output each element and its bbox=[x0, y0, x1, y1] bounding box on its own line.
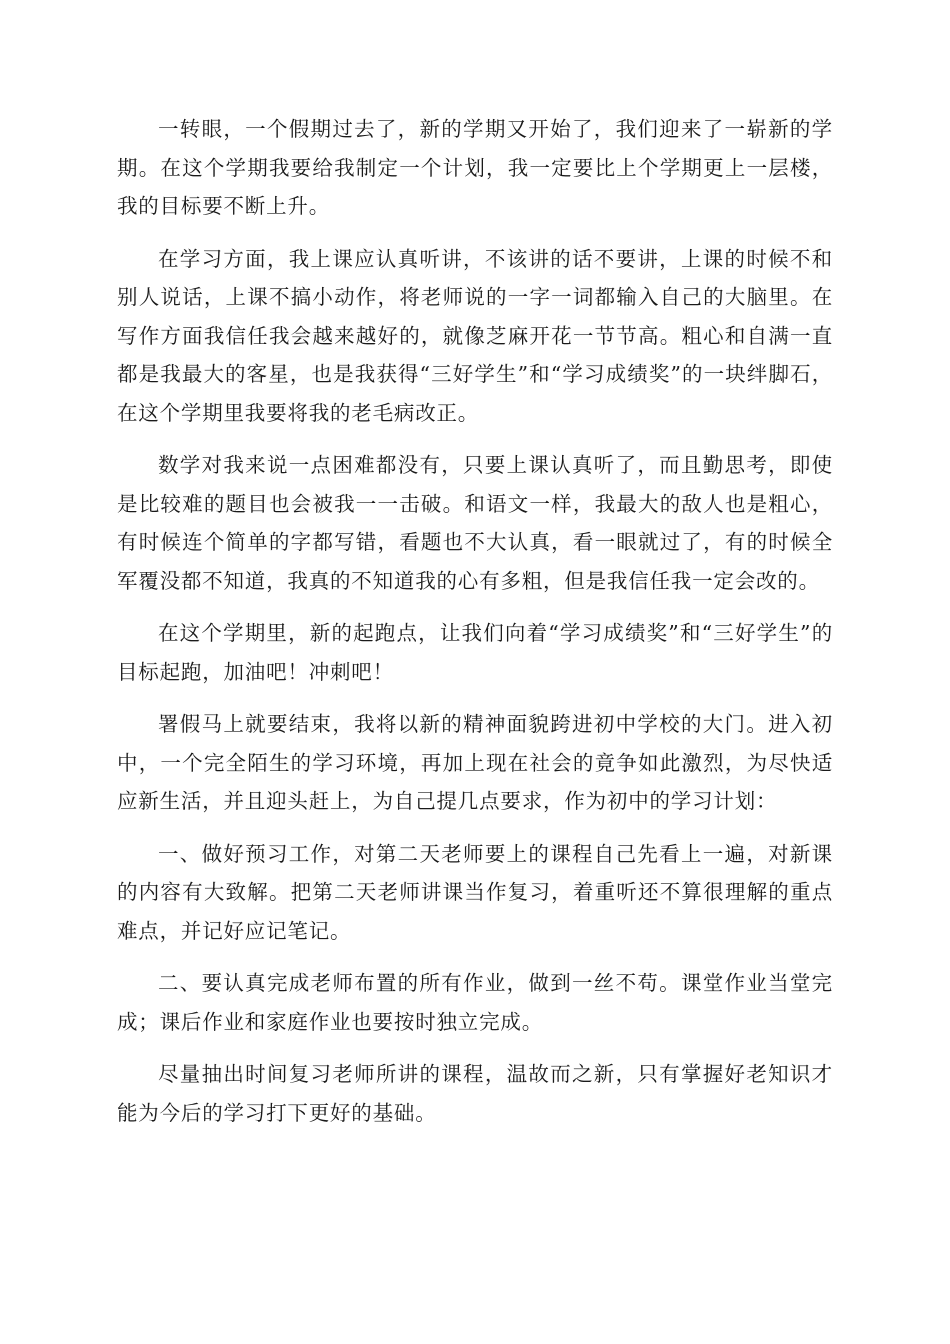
paragraph-7: 二、要认真完成老师布置的所有作业，做到一丝不苟。课堂作业当堂完成；课后作业和家庭作业也要按时独立完成。 bbox=[117, 971, 833, 1034]
paragraph-6: 一、做好预习工作，对第二天老师要上的课程自己先看上一遍，对新课的内容有大致解。把第二天老师讲课当作复习，着重听还不算很理解的重点难点，并记好应记笔记。 bbox=[117, 841, 833, 943]
paragraph-2: 在学习方面，我上课应认真听讲，不该讲的话不要讲，上课的时候不和别人说话，上课不搞小动作，将老师说的一字一词都输入自己的大脑里。在写作方面我信任我会越来越好的，就像芝麻开花一节节高。粗心和自满一直都是我最大的客星，也是我获得“三好学生”和“学习成绩奖”的一块绊脚石，在这个学期里我要将我的老毛病改正。 bbox=[117, 246, 833, 425]
paragraph-3: 数学对我来说一点困难都没有，只要上课认真听了，而且勤思考，即使是比较难的题目也会被我一一击破。和语文一样，我最大的敌人也是粗心，有时候连个简单的字都写错，看题也不大认真，看一眼就过了，有的时候全军覆没都不知道，我真的不知道我的心有多粗，但是我信任我一定会改的。 bbox=[117, 453, 833, 593]
paragraph-8: 尽量抽出时间复习老师所讲的课程，温故而之新，只有掌握好老知识才能为今后的学习打下更好的基础。 bbox=[117, 1062, 833, 1125]
paragraph-5: 署假马上就要结束，我将以新的精神面貌跨进初中学校的大门。进入初中，一个完全陌生的学习环境，再加上现在社会的竟争如此激烈，为尽快适应新生活，并且迎头赶上，为自己提几点要求，作为初中的学习计划： bbox=[117, 712, 833, 813]
document-body bbox=[117, 110, 833, 1146]
paragraph-4: 在这个学期里，新的起跑点，让我们向着“学习成绩奖”和“三好学生”的目标起跑，加油吧！冲刺吧！ bbox=[117, 621, 833, 684]
paragraph-1: 一转眼，一个假期过去了，新的学期又开始了，我们迎来了一崭新的学期。在这个学期我要给我制定一个计划，我一定要比上个学期更上一层楼，我的目标要不断上升。 bbox=[117, 117, 833, 218]
